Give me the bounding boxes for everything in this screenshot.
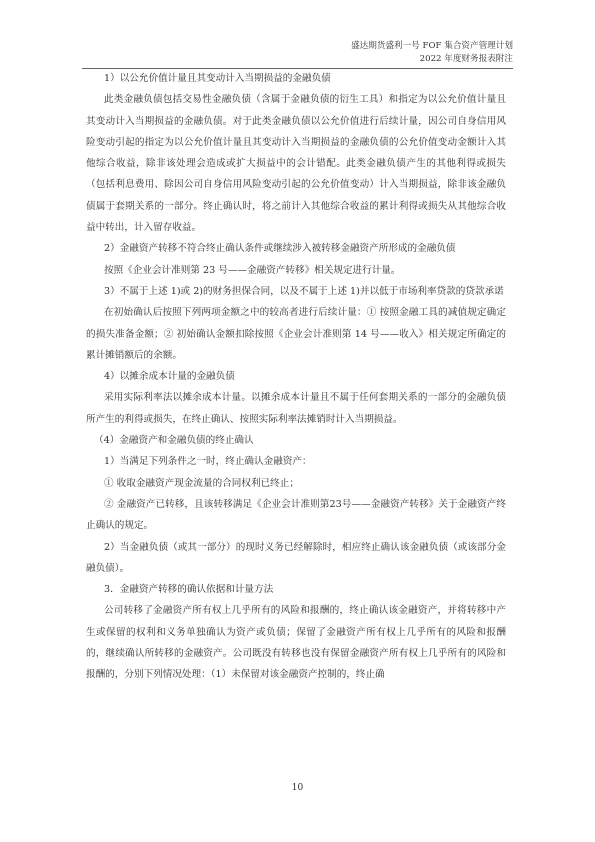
paragraph-transfer-recognition: 公司转移了金融资产所有权上几乎所有的风险和报酬的，终止确认该金融资产，并将转移中产生或保留的权利和义务单独确认为资产或负债；保留了金融资产所有权上几乎所有的风险和报酬的，继续确认所转移的金融资产。公司既没有转移也没有保留金融资产所有权上几乎所有的风险和报酬的，分别下列情况处理：（1）未保留对该金融资产控制的，终止确 [86,605,506,681]
paragraph-liability-derecognition: 2）当金融负债（或其一部分）的现时义务已经解除时，相应终止确认该金融负债（或该部分金融负债）。 [86,541,506,574]
subheading-amortized-cost: 4）以摊余成本计量的金融负债 [104,371,235,383]
header-plan-name: 盛达期货盛利一号 FOF 集合资产管理计划 [351,41,513,51]
document-body [86,68,506,686]
paragraph-guarantee-contracts: 在初始确认后按照下列两项金额之中的较高者进行后续计量：① 按照金融工具的减值规定确定的损失准备金额；② 初始确认金额扣除按照《企业会计准则第 14 号——收入》相关规定所确定的累计摊销额后的余额。 [86,307,506,361]
list-item-contract-rights: ① 收取金融资产现金流量的合同权利已终止； [104,477,299,489]
paragraph-transfer-liabilities: 按照《企业会计准则第 23 号——金融资产转移》相关规定进行计量。 [104,264,401,276]
paragraph-amortized-cost: 采用实际利率法以摊余成本计量。以摊余成本计量且不属于任何套期关系的一部分的金融负债所产生的利得或损失，在终止确认、按照实际利率法摊销时计入当期损益。 [86,392,506,425]
page-number: 10 [291,783,304,793]
subheading-fvtpl-liabilities: 1）以公允价值计量且其变动计入当期损益的金融负债 [104,73,331,84]
subheading-asset-derecognition: 1）当满足下列条件之一时，终止确认金融资产： [104,456,312,468]
section-heading-transfer-recognition: 3．金融资产转移的确认依据和计量方法 [104,584,274,596]
subheading-guarantee-contracts: 3）不属于上述 1)或 2)的财务担保合同，以及不属于上述 1)并以低于市场利率贷款的贷款承诺 [104,285,504,297]
page-header [351,40,513,66]
paragraph-fvtpl-liabilities: 此类金融负债包括交易性金融负债（含属于金融负债的衍生工具）和指定为以公允价值计量且其变动计入当期损益的金融负债。对于此类金融负债以公允价值进行后续计量，因公司自身信用风险变动引起的指定为以公允价值计量且其变动计入当期损益的金融负债的公允价值变动金额计入其他综合收益，除非该处理会造成或扩大损益中的会计错配。此类金融负债产生的其他利得或损失（包括利息费用、除因公司自身信用风险变动引起的公允价值变动）计入当期损益，除非该金融负债属于套期关系的一部分。终止确认时，将之前计入其他综合收益的累计利得或损失从其他综合收益中转出，计入留存收益。 [86,94,506,234]
list-item-asset-transferred: ② 金融资产已转移，且该转移满足《企业会计准则第23号——金融资产转移》关于金融资产终止确认的规定。 [86,498,506,532]
subheading-transfer-liabilities: 2）金融资产转移不符合终止确认条件或继续涉入被转移金融资产所形成的金融负债 [104,243,456,255]
section-heading-derecognition: （4）金融资产和金融负债的终止确认 [94,435,254,447]
header-report-title: 2022 年度财务报表附注 [419,54,513,64]
